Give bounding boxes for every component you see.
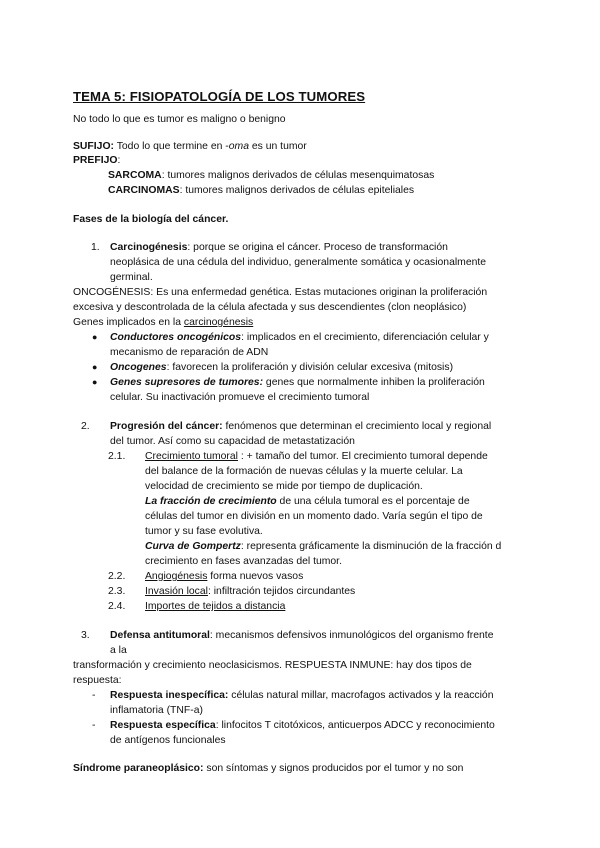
bullet-icon: ● (92, 332, 98, 342)
carcinomas-line: CARCINOMAS: tumores malignos derivados de células epiteliales (108, 185, 415, 196)
sindrome-label: Síndrome paraneoplásico: (73, 763, 204, 774)
fraccion-line: células del tumor en división en un momento dado. Varía según el tipo de (145, 511, 483, 522)
subsection-2-1-line: Crecimiento tumoral : + tamaño del tumor. El crecimiento tumoral depende (145, 451, 488, 462)
fraccion-line: tumor y su fase evolutiva. (145, 526, 263, 537)
subsection-2-1-line: velocidad de crecimiento se mide por tiempo de duplicación. (145, 481, 423, 492)
subsection-2-2-line: Angiogénesis forma nuevos vasos (145, 571, 304, 582)
section-3-label: Defensa antitumoral (110, 630, 210, 641)
section-2-label: Progresión del cáncer: (110, 421, 223, 432)
section-2-line: Progresión del cáncer: fenómenos que determinan el crecimiento local y regional (110, 421, 492, 432)
sufijo-line: SUFIJO: Todo lo que termine en -oma es un tumor (73, 141, 307, 152)
dash-item: Respuesta específica: linfocitos T citotóxicos, anticuerpos ADCC y reconocimiento (110, 720, 495, 731)
section-3-number: 3. (81, 630, 90, 641)
section-1-number: 1. (91, 242, 100, 253)
subsection-2-4-line: Importes de tejidos a distancia (145, 601, 286, 612)
section-3-line: Defensa antitumoral: mecanismos defensivos inmunológicos del organismo frente (110, 630, 494, 641)
genes-line: Genes implicados en la carcinogénesis (73, 317, 254, 328)
subsection-number: 2.1. (108, 451, 126, 462)
page-title: TEMA 5: FISIOPATOLOGÍA DE LOS TUMORES (73, 89, 366, 104)
prefijo-label: PREFIJO (73, 155, 118, 166)
section-3-line: respuesta: (73, 675, 122, 686)
bullet-item: Conductores oncogénicos: implicados en el crecimiento, diferenciación celular y (110, 332, 489, 343)
dash-item-cont: de antígenos funcionales (110, 735, 226, 746)
sarcoma-line: SARCOMA: tumores malignos derivados de células mesenquimatosas (108, 170, 435, 181)
oncogenesis-line: excesiva y descontrolada de la célula afectada y sus descendientes (clon neoplásico) (73, 302, 467, 313)
subsection-number: 2.4. (108, 601, 126, 612)
dash-icon: - (92, 720, 96, 731)
section-3-line: transformación y crecimiento neoclasicismos. RESPUESTA INMUNE: hay dos tipos de (73, 660, 472, 671)
sufijo-label: SUFIJO: (73, 141, 114, 152)
bullet-item: Oncogenes: favorecen la proliferación y división celular excesiva (mitosis) (110, 362, 454, 373)
gompertz-line: Curva de Gompertz: representa gráficamente la disminución de la fracción d (145, 541, 502, 552)
section-2-number: 2. (81, 421, 90, 432)
bullet-icon: ● (92, 377, 98, 387)
subsection-number: 2.3. (108, 586, 126, 597)
bullet-item-cont: mecanismo de reparación de ADN (110, 347, 269, 358)
dash-icon: - (92, 690, 96, 701)
subsection-number: 2.2. (108, 571, 126, 582)
bullet-item-cont: celular. Su inactivación promueve el crecimiento tumoral (110, 392, 370, 403)
section-1-line: neoplásica de una cédula del individuo, generalmente somática y ocasionalmente (110, 257, 487, 268)
section-2-line: del tumor. Así como su capacidad de metastatización (110, 436, 355, 447)
prefijo-line: PREFIJO: (73, 155, 121, 166)
subsection-2-1-line: del balance de la formación de nuevas células y la muerte celular. La (145, 466, 463, 477)
section-3-line: a la (110, 645, 127, 656)
dash-item-cont: inflamatoria (TNF-a) (110, 705, 203, 716)
section-1-line: germinal. (110, 272, 153, 283)
fases-heading: Fases de la biología del cáncer. (73, 214, 229, 225)
sindrome-line: Síndrome paraneoplásico: son síntomas y signos producidos por el tumor y no son (73, 763, 464, 774)
subsection-2-3-line: Invasión local: infiltración tejidos circundantes (145, 586, 356, 597)
section-1-line: Carcinogénesis: porque se origina el cáncer. Proceso de transformación (110, 242, 448, 253)
bullet-item: Genes supresores de tumores: genes que normalmente inhiben la proliferación (110, 377, 485, 388)
dash-item: Respuesta inespecífica: células natural millar, macrofagos activados y la reacción (110, 690, 494, 701)
gompertz-line: crecimiento en fases avanzadas del tumor. (145, 556, 342, 567)
section-1-label: Carcinogénesis (110, 242, 188, 253)
fraccion-line: La fracción de crecimiento de una célula tumoral es el porcentaje de (145, 496, 470, 507)
carcinogenesis-link: carcinogénesis (183, 317, 254, 328)
oncogenesis-line: ONCOGÉNESIS: Es una enfermedad genética. Estas mutaciones originan la proliferación (73, 287, 488, 298)
intro-line: No todo lo que es tumor es maligno o benigno (73, 114, 286, 125)
bullet-icon: ● (92, 362, 98, 372)
